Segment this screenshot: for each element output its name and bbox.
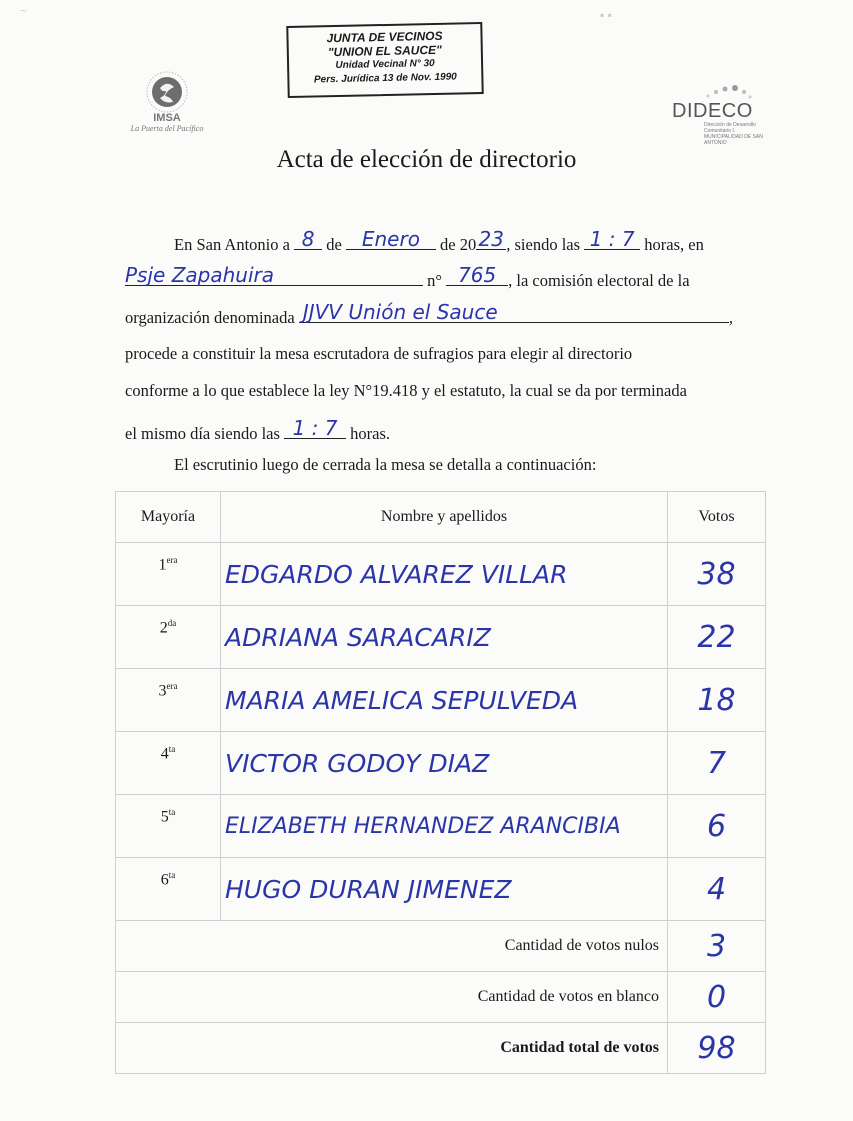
rank-suffix: ta (168, 870, 176, 880)
total-votes-cell (668, 1023, 766, 1074)
table-row (116, 795, 766, 858)
street-field (125, 265, 423, 286)
header-name: Nombre y apellidos (221, 492, 668, 543)
rank-number: 4 (160, 745, 169, 763)
votes-cell (668, 795, 766, 858)
rank-number: 6 (160, 871, 169, 889)
dideco-logo (668, 80, 768, 146)
table-row (116, 858, 766, 921)
organization-field (299, 302, 729, 323)
text-comision: , la comisión electoral de la (508, 271, 690, 290)
header-votes: Votos (668, 492, 766, 543)
votes-cell (668, 858, 766, 921)
stamp-line-1: JUNTA DE VECINOS (326, 28, 443, 46)
street-number-field (446, 265, 508, 286)
total-votes-row (116, 1023, 766, 1074)
candidate-name-cell (221, 543, 668, 606)
candidate-name-cell (221, 795, 668, 858)
paragraph-line-2 (125, 265, 690, 291)
candidate-name: MARIA AMELICA SEPULVEDA (225, 685, 579, 715)
document-title: Acta de elección de directorio (276, 146, 577, 173)
scan-mark: ~ (20, 4, 28, 18)
start-hour-value: 1 : 7 (589, 227, 635, 251)
month-value: Enero (361, 227, 420, 251)
text-en-san-antonio: En San Antonio a (174, 235, 290, 254)
votes-cell (668, 606, 766, 669)
table-row (116, 732, 766, 795)
votes-cell (668, 543, 766, 606)
votes-value: 38 (697, 556, 736, 592)
imsa-logo (122, 70, 212, 144)
street-value: Psje Zapahuira (125, 263, 274, 287)
votes-value: 18 (697, 682, 736, 718)
dideco-logo-name: DIDECO (672, 100, 753, 122)
candidate-name: VICTOR GODOY DIAZ (225, 748, 490, 778)
paragraph-line-5: conforme a lo que establece la ley N°19.418 y el estatuto, la cual se da por terminada (125, 381, 687, 400)
day-field (294, 229, 322, 250)
votes-value: 22 (697, 619, 736, 655)
votes-value: 6 (706, 808, 727, 844)
street-number-value: 765 (458, 263, 497, 287)
candidate-name: ADRIANA SARACARIZ (225, 622, 491, 652)
year-value: 23 (478, 227, 504, 251)
text-siendo-las: , siendo las (506, 235, 581, 254)
votes-value: 7 (706, 745, 727, 781)
text-horas-en: horas, en (644, 235, 704, 254)
candidate-name-cell (221, 858, 668, 921)
candidate-name-cell (221, 732, 668, 795)
paragraph-line-6 (125, 418, 390, 444)
paragraph-line-1 (174, 229, 704, 255)
rank-cell (116, 543, 221, 606)
candidate-name-cell (221, 669, 668, 732)
blank-votes-label: Cantidad de votos en blanco (116, 972, 668, 1023)
table-row (116, 606, 766, 669)
day-value: 8 (301, 227, 315, 251)
rank-cell (116, 669, 221, 732)
start-hour-field (584, 229, 640, 250)
table-row (116, 669, 766, 732)
text-comma: , (728, 308, 733, 327)
rank-suffix: era (166, 555, 178, 565)
dideco-logo-subtitle: Dirección de Desarrollo Comunitario I. MUNICIPALIDAD DE SAN ANTONIO (704, 122, 763, 146)
rank-number: 3 (158, 682, 167, 700)
total-votes-label: Cantidad total de votos (116, 1023, 668, 1074)
blank-votes-value: 0 (706, 979, 727, 1015)
candidate-name: ELIZABETH HERNANDEZ ARANCIBIA (225, 813, 621, 839)
text-de: de (326, 235, 342, 254)
votes-cell (668, 669, 766, 732)
text-de-20: de 20 (440, 235, 477, 254)
votes-value: 4 (706, 871, 727, 907)
rank-cell (116, 795, 221, 858)
stamp-line-4: Pers. Jurídica 13 de Nov. 1990 (313, 71, 457, 86)
candidate-name: HUGO DURAN JIMENEZ (225, 874, 512, 904)
total-votes-value: 98 (697, 1030, 736, 1066)
table-row (116, 543, 766, 606)
candidate-name-cell (221, 606, 668, 669)
text-horas: horas. (350, 424, 391, 443)
rank-number: 1 (158, 556, 167, 574)
votes-cell (668, 732, 766, 795)
rank-cell (116, 858, 221, 921)
null-votes-cell (668, 921, 766, 972)
null-votes-row (116, 921, 766, 972)
header-rank: Mayoría (116, 492, 221, 543)
table-header-row (116, 492, 766, 543)
text-mismo-dia: el mismo día siendo las (125, 424, 280, 443)
text-numero: n° (427, 271, 442, 290)
rank-suffix: ta (168, 807, 176, 817)
rank-number: 2 (159, 619, 168, 637)
bleed-through-mark: ▪ ▪ (600, 8, 612, 22)
paragraph-line-7: El escrutinio luego de cerrada la mesa se detalla a continuación: (174, 455, 597, 474)
candidate-name: EDGARDO ALVAREZ VILLAR (225, 559, 568, 589)
rank-cell (116, 732, 221, 795)
blank-votes-row (116, 972, 766, 1023)
blank-votes-cell (668, 972, 766, 1023)
results-table (115, 491, 766, 1074)
text-organizacion: organización denominada (125, 308, 295, 327)
year-field (476, 229, 506, 250)
imsa-logo-name: IMSA (153, 112, 181, 124)
rank-suffix: da (167, 618, 177, 628)
stamp-line-2: "UNION EL SAUCE" (327, 42, 442, 60)
dideco-dots-icon (688, 80, 758, 102)
rank-cell (116, 606, 221, 669)
end-hour-value: 1 : 7 (292, 416, 338, 440)
rank-suffix: ta (168, 744, 176, 754)
null-votes-value: 3 (706, 928, 727, 964)
paragraph-line-3 (125, 302, 733, 328)
imsa-logo-tagline: La Puerta del Pacífico (130, 124, 204, 133)
stamp-line-3: Unidad Vecinal N° 30 (335, 57, 435, 72)
rank-suffix: era (166, 681, 178, 691)
rank-number: 5 (160, 808, 169, 826)
month-field (346, 229, 436, 250)
organization-value: JJVV Unión el Sauce (302, 300, 498, 324)
end-hour-field (284, 418, 346, 439)
paragraph-line-4: procede a constituir la mesa escrutadora de sufragios para elegir al directorio (125, 344, 633, 363)
imsa-emblem-icon (145, 70, 189, 114)
null-votes-label: Cantidad de votos nulos (116, 921, 668, 972)
junta-vecinos-stamp (286, 22, 483, 98)
